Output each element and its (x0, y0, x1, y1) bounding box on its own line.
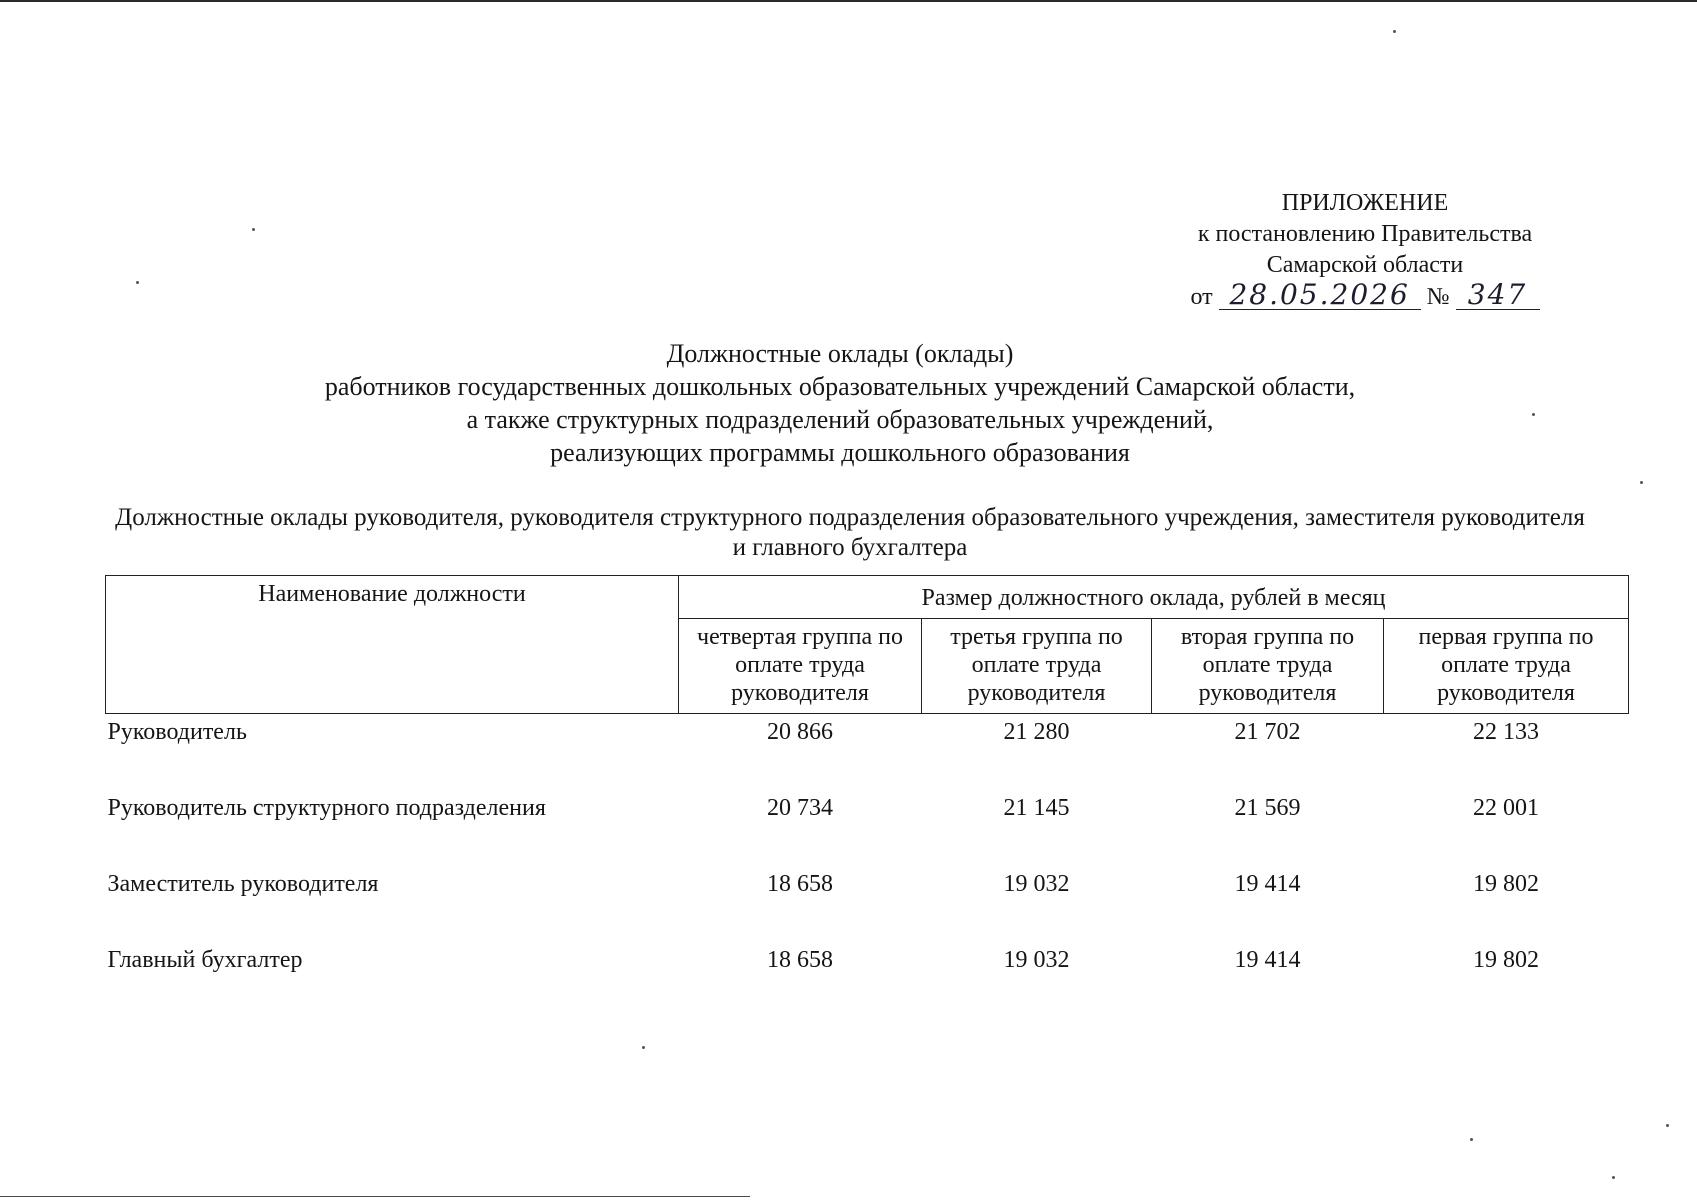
salary-cell: 20 734 (767, 795, 833, 821)
column-header-group-4: четвертая группа по оплате труда руководителя (679, 619, 922, 714)
scan-speck (136, 281, 139, 284)
salary-cell: 19 414 (1234, 947, 1301, 973)
salary-cell: 20 866 (767, 719, 833, 745)
section-title: Должностные оклады руководителя, руководителя структурного подразделения образовательного учреждения, заместителя руководителя и главного бухгалтера (115, 504, 1585, 561)
date-prefix: от (1190, 284, 1213, 310)
salary-cell: 18 658 (767, 947, 833, 973)
scan-speck (642, 1046, 645, 1049)
document-title-line-4: реализующих программы дошкольного образования (550, 438, 1130, 467)
scan-top-edge (0, 0, 1697, 2)
row-position-name: Заместитель руководителя (107, 871, 379, 897)
scan-bottom-edge (0, 1196, 750, 1197)
salary-cell: 18 658 (767, 871, 833, 897)
column-header-group-3: третья группа по оплате труда руководителя (922, 619, 1152, 714)
salary-cell: 22 001 (1473, 795, 1539, 821)
salary-cell: 19 032 (1003, 871, 1070, 897)
appendix-line-1: к постановлению Правительства (1197, 221, 1533, 247)
table-row (106, 942, 1629, 1018)
appendix-line-2: Самарской области (1266, 252, 1464, 278)
table-row (106, 790, 1629, 866)
scan-speck (1393, 30, 1396, 33)
salary-cell: 22 133 (1473, 719, 1539, 745)
salary-cell: 19 802 (1473, 871, 1539, 897)
salary-cell: 19 414 (1234, 871, 1301, 897)
table-row (106, 866, 1629, 942)
appendix-date-line (1150, 278, 1580, 313)
salary-cell: 21 145 (1003, 795, 1070, 821)
scan-speck (1640, 481, 1643, 484)
table-row (106, 714, 1629, 791)
scan-speck (252, 228, 255, 231)
row-position-name: Руководитель структурного подразделения (107, 795, 546, 821)
salary-cell: 21 702 (1234, 719, 1301, 745)
row-position-name: Главный бухгалтер (107, 947, 303, 973)
salary-cell: 19 802 (1473, 947, 1539, 973)
scan-speck (1666, 1124, 1669, 1127)
column-header-group-2: вторая группа по оплате труда руководителя (1152, 619, 1384, 714)
document-title (100, 337, 1580, 469)
appendix-block (1150, 188, 1580, 313)
appendix-title: ПРИЛОЖЕНИЕ (1281, 190, 1449, 216)
document-title-line-1: Должностные оклады (оклады) (666, 339, 1014, 368)
salary-cell: 19 032 (1003, 947, 1070, 973)
salary-cell: 21 569 (1234, 795, 1301, 821)
handwritten-date: 28.05.2026 (1219, 281, 1421, 310)
scan-speck (1470, 1138, 1473, 1141)
salary-cell: 21 280 (1003, 719, 1070, 745)
column-header-group-1: первая группа по оплате труда руководителя (1384, 619, 1629, 714)
scan-speck (1612, 1176, 1615, 1179)
column-header-salary-group: Размер должностного оклада, рублей в месяц (679, 576, 1629, 619)
document-title-line-2: работников государственных дошкольных образовательных учреждений Самарской области, (324, 372, 1356, 401)
salary-table (105, 575, 1629, 1018)
column-header-position: Наименование должности (106, 576, 679, 714)
row-position-name: Руководитель (107, 719, 247, 745)
number-prefix: № (1426, 284, 1450, 310)
handwritten-number: 347 (1456, 281, 1540, 310)
document-title-line-3: а также структурных подразделений образовательных учреждений, (466, 405, 1214, 434)
